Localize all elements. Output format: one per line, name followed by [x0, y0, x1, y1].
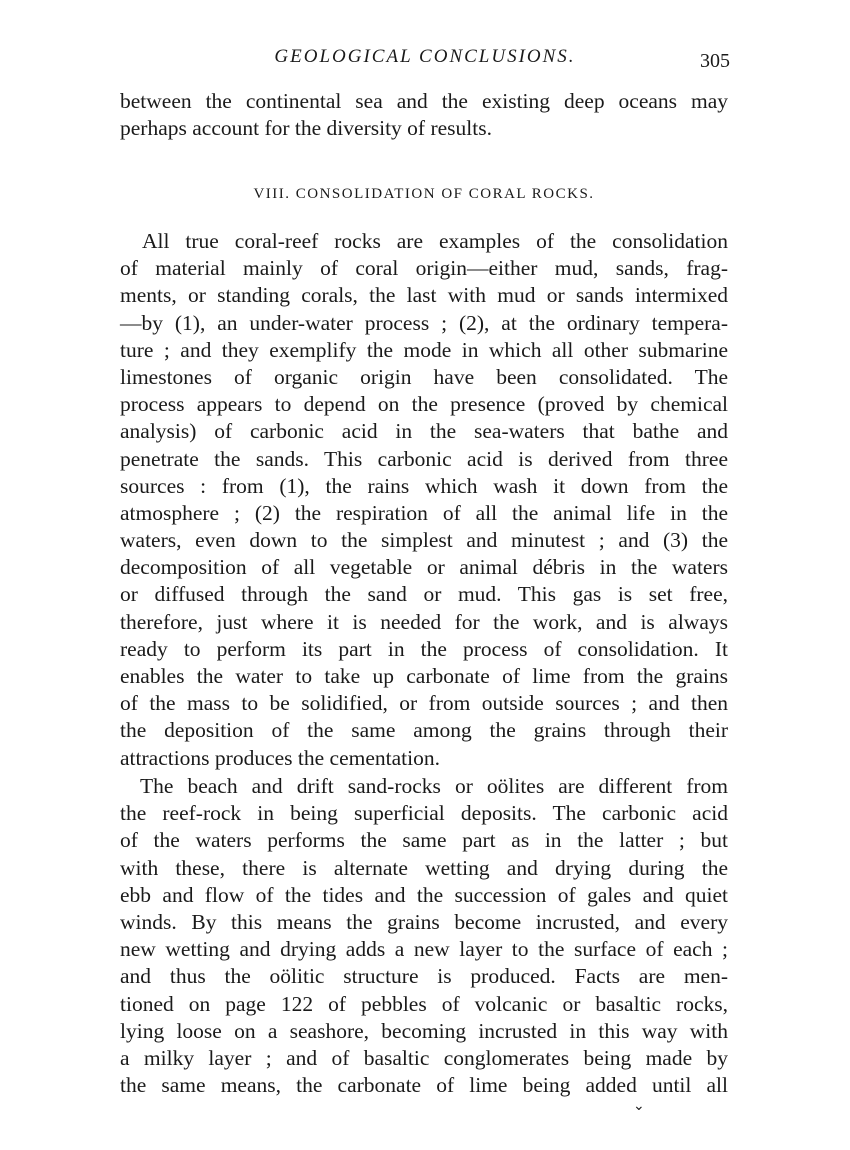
text-line: perhaps account for the diversity of results. [120, 116, 492, 141]
page-number: 305 [700, 50, 730, 72]
text-line: new wetting and drying adds a new layer to the surface of each ; [120, 937, 728, 962]
text-line: of the mass to be solidified, or from outside sources ; and then [120, 691, 728, 716]
running-title: GEOLOGICAL CONCLUSIONS. [274, 46, 576, 67]
paragraph-consolidation [120, 228, 728, 772]
text-line: The beach and drift sand-rocks or oölites are different from [140, 774, 728, 798]
text-line: with these, there is alternate wetting and drying during the [120, 855, 728, 880]
text-line: and thus the oölitic structure is produced. Facts are men- [120, 964, 728, 989]
running-head [120, 44, 730, 74]
text-line: decomposition of all vegetable or animal débris in the waters [120, 555, 728, 580]
text-line: penetrate the sands. This carbonic acid is derived from three [120, 446, 728, 471]
text-line: between the continental sea and the existing deep oceans may [120, 89, 728, 113]
text-line: ture ; and they exemplify the mode in which all other submarine [120, 337, 728, 362]
text-line: limestones of organic origin have been consolidated. The [120, 364, 728, 389]
paragraph-sand-rocks [120, 773, 728, 1099]
text-line: the reef-rock in being superficial deposits. The carbonic acid [120, 801, 728, 826]
intro-paragraph [120, 88, 728, 142]
text-line: analysis) of carbonic acid in the sea-waters that bathe and [120, 419, 728, 444]
text-line: All true coral-reef rocks are examples of the consolidation [142, 229, 728, 253]
text-line: tioned on page 122 of pebbles of volcanic or basaltic rocks, [120, 991, 728, 1016]
text-line: or diffused through the sand or mud. This gas is set free, [120, 582, 728, 607]
text-line: —by (1), an under-water process ; (2), at the ordinary tempera- [120, 310, 728, 335]
text-line: ebb and flow of the tides and the succession of gales and quiet [120, 882, 728, 907]
text-line: winds. By this means the grains become incrusted, and every [120, 909, 728, 934]
text-line: of material mainly of coral origin—either mud, sands, frag- [120, 256, 728, 281]
text-line: lying loose on a seashore, becoming incrusted in this way with [120, 1018, 728, 1043]
text-line: waters, even down to the simplest and minutest ; and (3) the [120, 528, 728, 553]
text-line: atmosphere ; (2) the respiration of all the animal life in the [120, 500, 728, 525]
text-line: enables the water to take up carbonate of lime from the grains [120, 664, 728, 688]
text-line: attractions produces the cementation. [120, 745, 440, 770]
text-line: process appears to depend on the presence (proved by chemical [120, 392, 728, 417]
text-line: sources : from (1), the rains which wash it down from the [120, 473, 728, 498]
catchword-mark: ⌄ [633, 1099, 645, 1114]
text-line: therefore, just where it is needed for the work, and is always [120, 609, 728, 634]
text-line: the deposition of the same among the grains through their [120, 718, 728, 743]
section-heading: VIII. CONSOLIDATION OF CORAL ROCKS. [253, 186, 595, 202]
text-line: ments, or standing corals, the last with mud or sands intermixed [120, 283, 728, 308]
text-line: ready to perform its part in the process of consolidation. It [120, 636, 728, 661]
text-line: of the waters performs the same part as in the latter ; but [120, 828, 728, 853]
text-line: a milky layer ; and of basaltic conglomerates being made by [120, 1045, 728, 1070]
text-line: the same means, the carbonate of lime being added until all [120, 1073, 728, 1098]
